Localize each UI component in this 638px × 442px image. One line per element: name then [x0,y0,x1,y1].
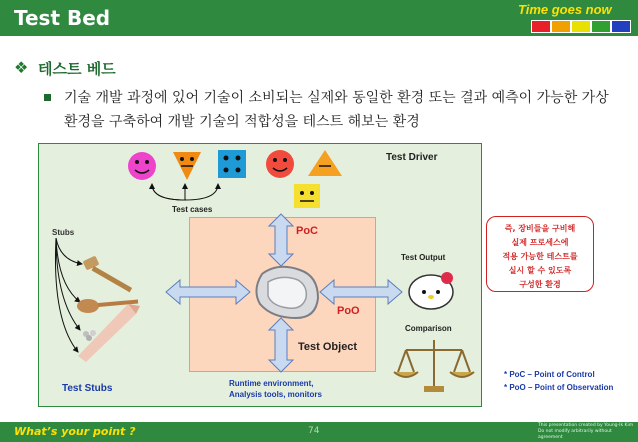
square-face-icon [218,150,246,178]
callout-line: 적용 가능한 테스트를 [502,252,578,261]
callout-line: 구성한 환경 [519,280,561,289]
diamond-bullet-icon: ❖ [14,58,29,77]
poc-note: * PoC – Point of Control [504,370,595,379]
runtime-environment-label [229,378,369,400]
callout-line: 실제 프로세스에 [511,238,569,247]
test-stubs-label: Test Stubs [62,383,113,394]
section-heading: 테스트 베드 [38,60,116,78]
tagline: Time goes now [518,2,612,17]
poc-label: PoC [296,225,318,237]
poo-label: PoO [337,305,360,317]
callout-line: 즉, 장비들을 구비해 [504,224,576,233]
test-driver-label: Test Driver [386,152,438,163]
callout-box [486,216,594,292]
cookie-output-icon [409,272,453,309]
orange-pyramid-face-icon [308,150,342,176]
callout-line: 실시 할 수 있도록 [508,266,572,275]
hammer-icon [83,256,133,293]
top-double-arrow [269,214,293,266]
bottom-double-arrow [269,318,293,372]
footer-slogan: What’s your point ? [14,425,136,438]
runtime-line: Runtime environment, [229,379,314,388]
yellow-face-icon [294,184,320,208]
cookie-cutter-icon [256,267,318,318]
test-cases-label: Test cases [172,205,213,214]
slide-title: Test Bed [14,6,111,30]
credit-line: Do not modify arbitrarily without agreement [538,429,612,440]
callout-text [491,222,589,292]
page-number: 74 [308,426,320,436]
triangle-face-icon [173,152,201,180]
footer-credit [538,423,636,441]
red-face-icon [266,150,294,178]
balance-scale-icon [394,340,474,392]
comparison-label: Comparison [405,324,452,333]
test-output-label: Test Output [401,253,446,262]
smiley-face-icon [128,152,156,180]
test-object-label: Test Object [298,341,358,353]
credit-line: This presentation created by Young-Ik Kim [538,423,634,428]
right-double-arrow [320,280,402,304]
left-double-arrow [166,280,250,304]
analysis-tools-line: Analysis tools, monitors [229,390,322,399]
description-text: 기술 개발 과정에 있어 기술이 소비되는 실제와 동일한 환경 또는 결과 예측이 가능한 가상환경을 구축하여 개발 기술의 적합성을 테스트 해보는 환경 [64,90,609,130]
poo-note: * PoO – Point of Observation [504,383,614,392]
stubs-label: Stubs [52,228,75,237]
